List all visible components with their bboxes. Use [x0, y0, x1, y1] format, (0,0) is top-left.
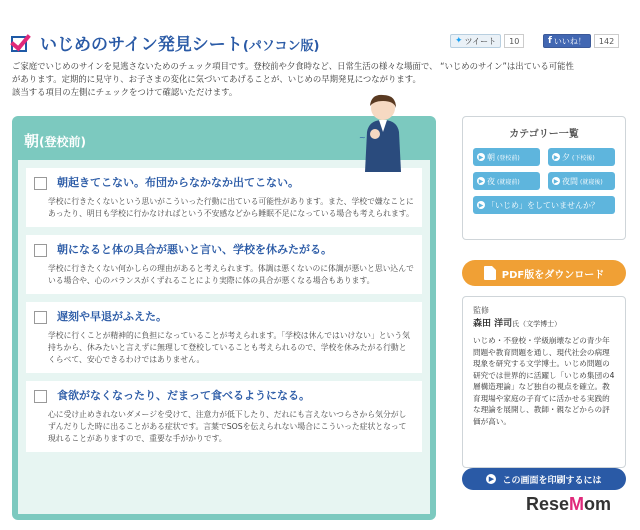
- pdf-download-label: PDF版をダウンロード: [501, 269, 605, 281]
- check-item-body: 学校に行きたくない何かしらの理由があると考えられます。体調は悪くないのに体調が悪いと思い込んでいる場合や、心のバランスがくずれることにより実際に体の具合が悪くなる場合もあります。: [48, 264, 414, 285]
- check-item-head: [34, 243, 414, 257]
- title-wrap: [10, 30, 319, 55]
- chevron-right-icon: ▶: [478, 153, 484, 161]
- category-sub: (就寝前): [497, 178, 520, 186]
- check-item-head: [34, 389, 414, 403]
- check-item: [26, 381, 422, 452]
- check-item-title: 食欲がなくなったり、だまって食べるようになる。: [57, 389, 310, 402]
- checkbox-logo-icon: [10, 31, 36, 55]
- intro-text: [12, 60, 632, 99]
- supervisor-bio: いじめ・不登校・学級崩壊などの青少年問題や教育問題を通し、現代社会の病理現象を研究する文学博士。いじめ問題の研究では世界的に活躍し「いじめ集団の4層構造理論」など独自の視点を確立。教育現場や家庭の子育てに活かせる実践的な理論を展開し、教師・親などからの評価が高い。: [473, 336, 615, 426]
- chevron-right-icon: ▶: [553, 177, 559, 185]
- category-box: [462, 116, 626, 240]
- like-button[interactable]: [543, 34, 591, 48]
- check-item-checkbox[interactable]: [34, 177, 47, 190]
- like-label: いいね！: [553, 36, 586, 46]
- check-item-body: 学校に行きたくないという思いがこういった行動に出ている可能性があります。また、学校で嫌なことにあったり、明日も学校に行かなければという不安感などから睡眠不足になっている場合も考えられます。: [48, 197, 414, 218]
- check-item-head: [34, 176, 414, 190]
- page-title-suffix: (パソコン版): [242, 39, 320, 54]
- supervisor-degree: 氏（文学博士）: [512, 320, 562, 328]
- check-item-checkbox[interactable]: [34, 311, 47, 324]
- check-item-body: 学校に行くことが精神的に負担になっていることが考えられます。「学校は休んではいけない」という気持ちから、休みたいと言えずに無理して登校していることも考えられるので、学校を休みたがる行動とくらべて、安心できるわけではありません。: [48, 331, 410, 364]
- twitter-bird-icon: ✦: [455, 36, 463, 46]
- category-button-bullying[interactable]: [473, 196, 615, 214]
- chevron-right-icon: ▶: [486, 474, 496, 484]
- supervisor-box: [462, 296, 626, 468]
- svg-text:~: ~: [359, 133, 366, 142]
- tweet-widget: [450, 34, 524, 48]
- chevron-right-icon: ▶: [478, 201, 484, 209]
- section-sub: (登校前): [39, 135, 86, 149]
- check-item-checkbox[interactable]: [34, 390, 47, 403]
- intro-line: があります。定期的に見守り、お子さまの変化に気づいてあげることが、いじめの早期発見につながります。: [12, 74, 421, 84]
- tweet-button[interactable]: [450, 34, 501, 48]
- facebook-icon: f: [548, 36, 552, 46]
- check-item: [26, 302, 422, 373]
- category-sub: (就寝後): [580, 178, 603, 186]
- page-header: [10, 30, 630, 56]
- category-label: 夜間: [562, 176, 578, 186]
- check-item: [26, 235, 422, 294]
- like-count: 142: [594, 34, 619, 48]
- category-label: 朝: [487, 152, 495, 162]
- morning-section: [12, 116, 436, 520]
- resemom-logo: ReseMom: [526, 494, 612, 514]
- page-title-text: いじめのサイン発見シート: [40, 35, 243, 55]
- check-items: [18, 160, 430, 514]
- worried-person-illustration: [355, 92, 411, 172]
- intro-line: 該当する項目の左側にチェックをつけて確認いただけます。: [12, 87, 238, 97]
- chevron-right-icon: ▶: [553, 153, 559, 161]
- check-item-body: 心に受け止めきれないダメージを受けて、注意力が低下したり、だれにも言えないつらさから気分がしずんだりした時に出ることがある症状です。言葉でSOSを伝えられない場合にこういった症状となって現れることがありますので、重要な手がかりです。: [48, 410, 407, 443]
- chevron-right-icon: ▶: [478, 177, 484, 185]
- check-item-title: 朝になると体の具合が悪いと言い、学校を休みたがる。: [57, 243, 332, 256]
- supervisor-name-line: [473, 316, 615, 329]
- category-label: 夜: [487, 176, 495, 186]
- print-label: この画面を印刷するには: [502, 475, 602, 486]
- intro-line: ご家庭でいじめのサインを見逃さないためのチェック項目です。登校前や夕食時など、日常生活の様々な場面で、 “いじめのサイン”は出ている可能性: [12, 61, 574, 71]
- like-widget: [543, 34, 619, 48]
- check-item-title: 朝起きてこない。布団からなかなか出てこない。: [57, 176, 299, 189]
- check-item: [26, 168, 422, 227]
- tweet-count: 10: [504, 34, 524, 48]
- print-instructions-button[interactable]: [462, 468, 626, 490]
- supervisor-label: 監修: [473, 306, 489, 315]
- check-item-checkbox[interactable]: [34, 244, 47, 257]
- category-title: カテゴリー一覧: [509, 129, 579, 140]
- category-label: 夕: [562, 152, 570, 162]
- pdf-download-button[interactable]: [462, 260, 626, 286]
- category-button-evening[interactable]: [548, 148, 615, 166]
- supervisor-name: 森田 洋司: [473, 319, 513, 329]
- category-label: 「いじめ」をしていませんか？: [487, 200, 599, 210]
- tweet-label: ツイート: [464, 36, 497, 46]
- check-item-head: [34, 310, 414, 324]
- pdf-icon: [484, 266, 496, 280]
- category-button-late-night[interactable]: [548, 172, 615, 190]
- page-title: [40, 30, 319, 55]
- category-sub: (登校前): [497, 154, 520, 162]
- section-label: 朝: [24, 132, 40, 150]
- category-button-night[interactable]: [473, 172, 540, 190]
- category-button-morning[interactable]: [473, 148, 540, 166]
- sidebar: [462, 116, 626, 468]
- category-grid: [473, 148, 615, 214]
- check-item-title: 遅刻や早退がふえた。: [57, 310, 167, 323]
- category-sub: (下校後): [572, 154, 595, 162]
